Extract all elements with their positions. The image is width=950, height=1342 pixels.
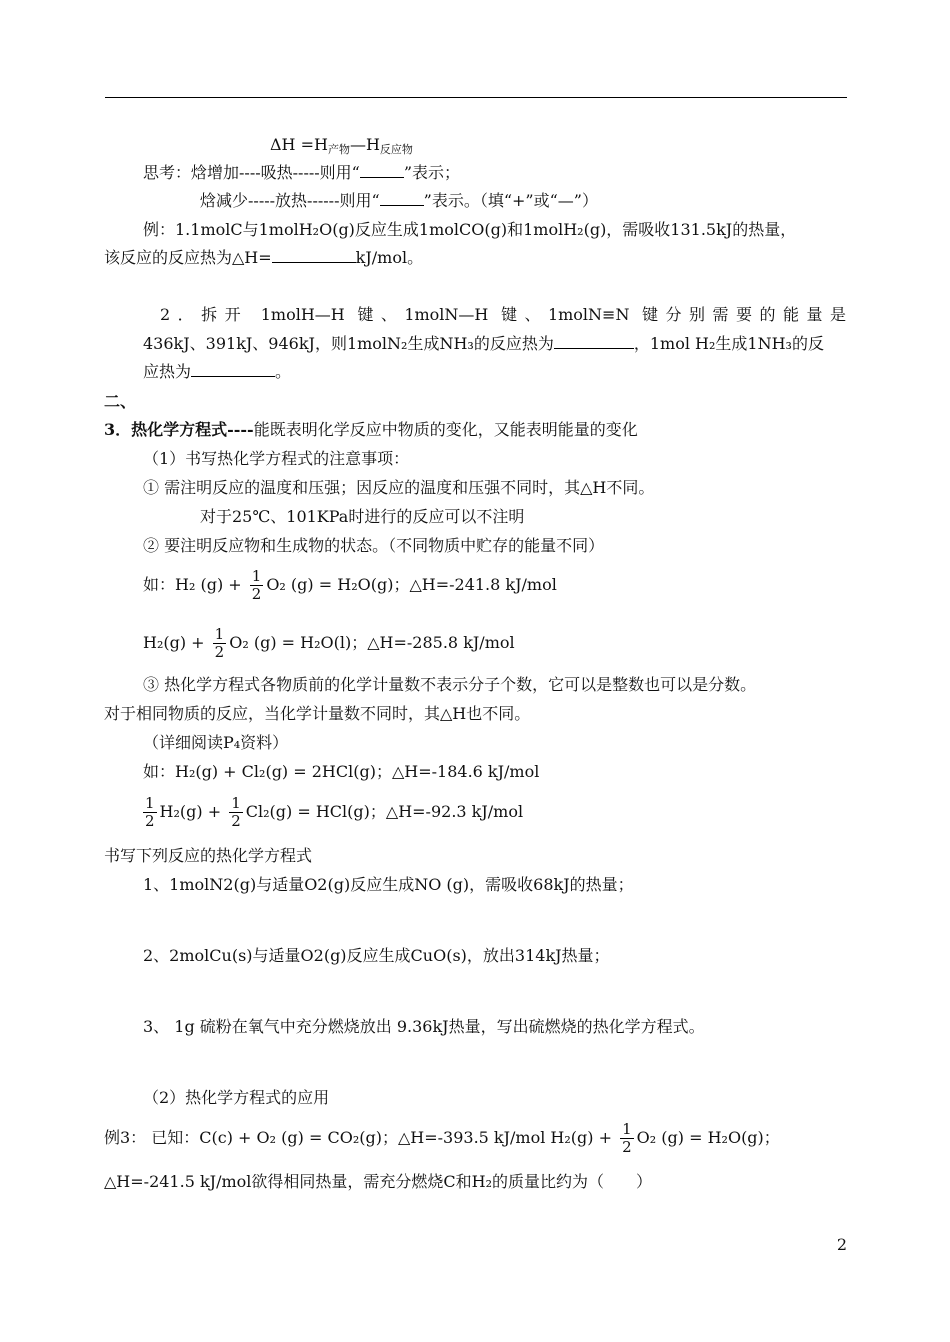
fraction-numerator: 1 [251,567,262,585]
application-heading: （2）热化学方程式的应用 [143,1088,330,1107]
text: 436kJ、391kJ、946kJ，则1molN₂生成NH₃的反应热为 [143,334,554,353]
section-desc: 能既表明化学反应中物质的变化，又能表明能量的变化 [253,420,638,439]
answer-blank[interactable] [380,191,424,206]
example-2-line-3 [143,362,291,382]
page-number: 2 [836,1235,847,1254]
fraction-half [229,795,243,830]
fraction-half [250,568,264,603]
equation-3: 如：H₂(g) + Cl₂(g) = 2HCl(g)；△H=-184.6 kJ/mol [143,762,540,781]
fraction-denominator: 2 [231,812,241,830]
text: 焓减少-----放热------则用“ [200,191,380,210]
example-3-line-1 [104,1120,780,1156]
enthalpy-formula [270,135,413,160]
note-item-1: ① 需注明反应的温度和压强；因反应的温度和压强不同时，其△H不同。 [143,478,655,497]
example-2-line-2 [143,334,824,354]
answer-blank[interactable] [272,248,356,263]
header-rule [105,97,847,98]
eq-text: O₂ (g) = H₂O(g)； [636,1128,780,1147]
text: 应热为 [143,362,192,381]
exercise-heading: 书写下列反应的热化学方程式 [104,846,313,865]
text: ”表示； [403,163,461,182]
formula-sub-product: 产物 [327,143,350,156]
section-3-heading [104,420,638,440]
note-item-3-line-1: ③ 热化学方程式各物质前的化学计量数不表示分子个数，它可以是整数也可以是分数。 [143,675,757,694]
eq-text: H₂(g) + [143,633,210,652]
eq-text: O₂ (g) = H₂O(l)；△H=-285.8 kJ/mol [229,633,515,652]
exercise-q3: 3、 1g 硫粉在氧气中充分燃烧放出 9.36kJ热量，写出硫燃烧的热化学方程式。 [143,1017,705,1036]
eq-text: 如：H₂ (g) + [143,575,247,594]
think-line-2 [200,191,598,211]
formula-part: —H [349,135,380,154]
fraction-numerator: 1 [231,794,241,812]
example-3-line-2: △H=-241.5 kJ/mol欲得相同热量，需充分燃烧C和H₂的质量比约为（ ） [104,1172,652,1191]
text: ，1mol H₂生成1NH₃的反 [633,334,824,353]
fraction-half [620,1121,634,1156]
eq-text: H₂(g) + [159,802,227,821]
equation-1 [143,567,557,603]
formula-sub-reactant: 反应物 [379,143,413,156]
text: 该反应的反应热为△H= [104,248,272,267]
text: kJ/mol。 [355,248,424,267]
note-item-2: ② 要注明反应物和生成物的状态。（不同物质中贮存的能量不同） [143,536,605,555]
fraction-half [213,626,227,661]
exercise-q1: 1、1molN2(g)与适量O2(g)反应生成NO (g)，需吸收68kJ的热量； [143,875,634,894]
fraction-denominator: 2 [622,1138,632,1156]
example-1-line-1: 例：1.1molC与1molH₂O(g)反应生成1molCO(g)和1molH₂(g)，需吸收131.5kJ的热量， [143,220,797,239]
answer-blank[interactable] [360,163,404,178]
fraction-half [143,795,157,830]
formula-part: ΔH =H [270,135,328,154]
note-item-3-line-2: 对于相同物质的反应，当化学计量数不同时，其△H也不同。 [104,704,531,723]
eq-text: 例3： 已知：C(c) + O₂ (g) = CO₂(g)；△H=-393.5 kJ/mol H₂(g) + [104,1128,618,1147]
equation-4 [143,794,523,830]
eq-text: O₂ (g) = H₂O(g)；△H=-241.8 kJ/mol [266,575,557,594]
think-line-1 [143,163,460,183]
fraction-numerator: 1 [145,794,155,812]
example-2-line-1: 2．拆开 1molH—H 键、1molN—H 键、1molN≡N 键分别需要的能量是 [160,305,846,324]
note-item-3-line-3: （详细阅读P₄资料） [143,733,289,752]
fraction-numerator: 1 [622,1120,632,1138]
answer-blank[interactable] [191,362,275,377]
text: 思考：焓增加----吸热-----则用“ [143,163,360,182]
section-2-heading: 二、 [104,392,137,411]
text: 。 [275,362,292,381]
note-item-1b: 对于25℃、101KPa时进行的反应可以不注明 [200,507,525,526]
fraction-denominator: 2 [214,643,225,661]
fraction-numerator: 1 [214,625,225,643]
notes-heading: （1）书写热化学方程式的注意事项： [143,449,410,468]
section-title: 3．热化学方程式---- [104,420,254,439]
eq-text: Cl₂(g) = HCl(g)；△H=-92.3 kJ/mol [245,802,524,821]
answer-blank[interactable] [554,334,634,349]
exercise-q2: 2、2molCu(s)与适量O2(g)反应生成CuO(s)，放出314kJ热量； [143,946,610,965]
text: ”表示。（填“+”或“—”） [423,191,598,210]
fraction-denominator: 2 [145,812,155,830]
fraction-denominator: 2 [251,585,262,603]
equation-2 [143,625,515,661]
example-1-line-2 [104,248,423,268]
